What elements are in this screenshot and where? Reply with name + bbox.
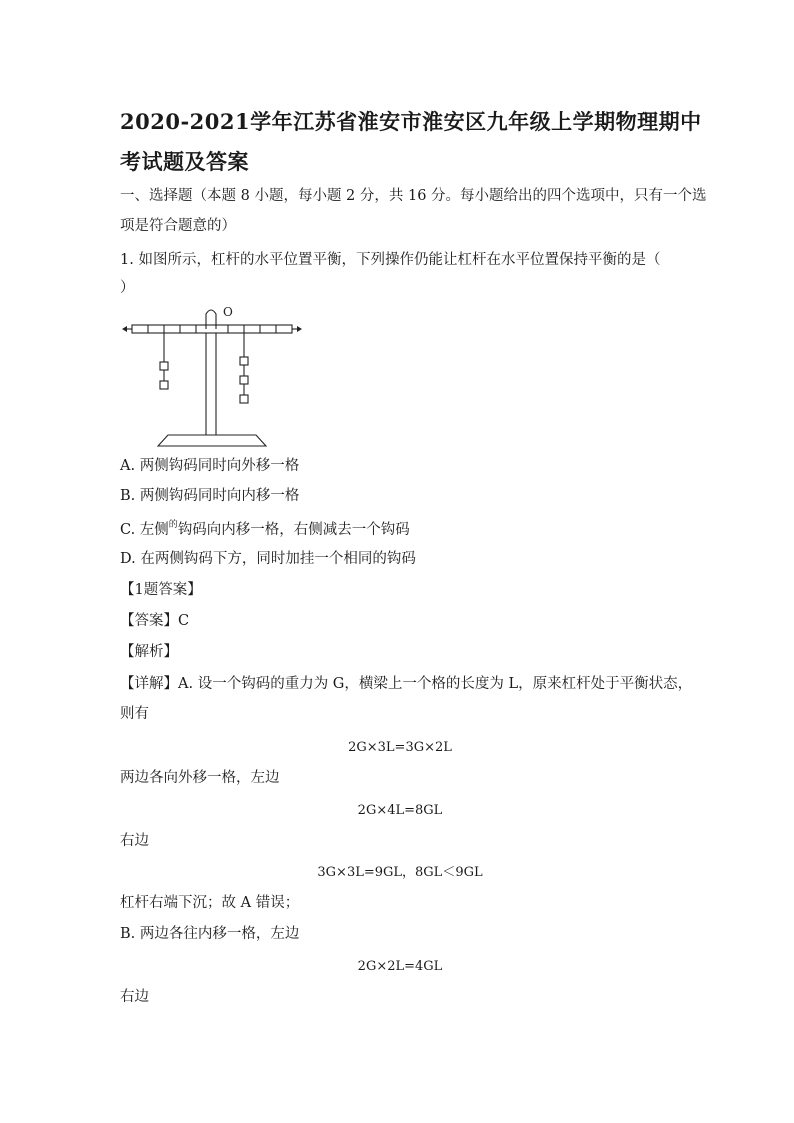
text-a-conclusion: 杠杆右端下沉；故 A 错误； bbox=[120, 895, 300, 911]
right-weight-2 bbox=[240, 376, 248, 384]
option-c-superscript: 的 bbox=[168, 520, 178, 530]
detail-line1: 【详解】A. 设一个钩码的重力为 G，横梁上一个格的长度为 L，原来杠杆处于平衡状态， bbox=[120, 676, 693, 692]
question1-stem-line1: 1. 如图所示，杠杆的水平位置平衡，下列操作仍能让杠杆在水平位置保持平衡的是（ bbox=[120, 252, 661, 268]
option-b: B. 两侧钩码同时向内移一格 bbox=[120, 488, 300, 504]
answer-header: 【1题答案】 bbox=[120, 582, 202, 598]
document-title-line2: 考试题及答案 bbox=[120, 149, 249, 174]
option-c-suffix: 钩码向内移一格，右侧减去一个钩码 bbox=[177, 522, 410, 538]
lever-figure bbox=[120, 300, 310, 452]
section1-instructions-line2: 项是符合题意的） bbox=[120, 218, 236, 234]
document-title-line1: 2020-2021学年江苏省淮安市淮安区九年级上学期物理期中 bbox=[120, 109, 702, 134]
equation-2: 2G×4L=8GL bbox=[357, 803, 443, 818]
left-weight-1 bbox=[160, 362, 168, 370]
equation-3: 3G×3L=9GL，8GL＜9GL bbox=[317, 865, 483, 880]
text-b1: B. 两边各往内移一格，左边 bbox=[120, 926, 300, 942]
detail-line2: 则有 bbox=[120, 706, 149, 722]
stand-base bbox=[158, 435, 266, 446]
text-a1: 两边各向外移一格，左边 bbox=[120, 770, 280, 786]
left-weight-2 bbox=[160, 381, 168, 389]
equation-4: 2G×2L=4GL bbox=[357, 959, 443, 974]
option-c bbox=[120, 520, 680, 542]
text-right-2: 右边 bbox=[120, 989, 149, 1005]
option-d: D. 在两侧钩码下方，同时加挂一个相同的钩码 bbox=[120, 551, 416, 567]
right-weight-3 bbox=[240, 395, 248, 403]
lever-beam bbox=[132, 325, 292, 333]
analysis-header: 【解析】 bbox=[120, 644, 178, 660]
answer-line: 【答案】C bbox=[120, 613, 190, 629]
option-a: A. 两侧钩码同时向外移一格 bbox=[120, 458, 300, 474]
question1-stem-line2: ） bbox=[120, 280, 135, 296]
pivot-label: O bbox=[223, 305, 233, 319]
equation-1: 2G×3L=3G×2L bbox=[348, 740, 452, 755]
text-right-1: 右边 bbox=[120, 833, 149, 849]
section1-instructions-line1: 一、选择题（本题 8 小题，每小题 2 分，共 16 分。每小题给出的四个选项中，只有一个选 bbox=[120, 188, 707, 204]
right-weight-1 bbox=[240, 357, 248, 365]
option-c-prefix: C. 左侧 bbox=[120, 522, 169, 538]
